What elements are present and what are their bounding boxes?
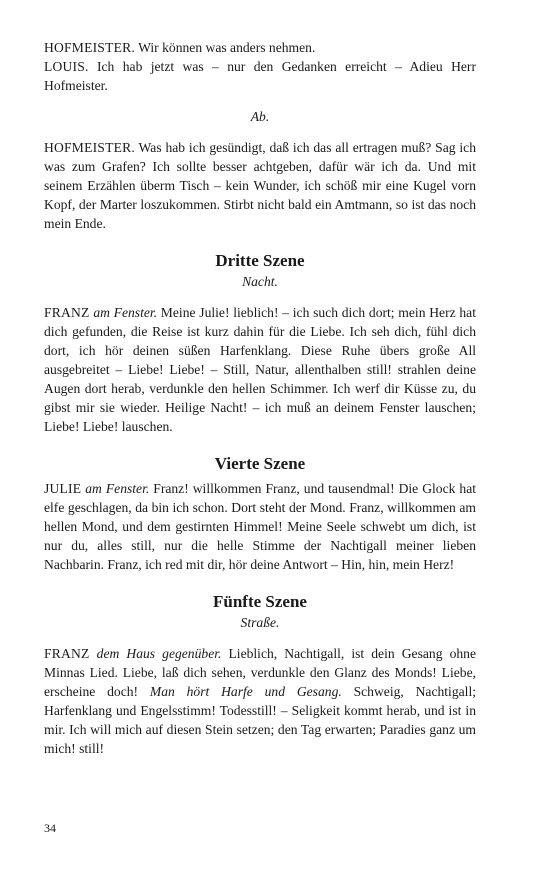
dialogue-text: Ich hab jetzt was – nur den Gedanken erreicht – Adieu Herr Hofmeister. <box>44 59 476 93</box>
scene-setting-5: Straße. <box>240 615 280 630</box>
stage-direction: am Fenster. <box>85 481 150 496</box>
dialogue-hofmeister-2 <box>44 138 476 233</box>
speaker-name: HOFMEISTER. <box>44 140 135 155</box>
dialogue-julie <box>44 479 476 574</box>
stage-direction: Man hört Harfe und Gesang. <box>149 684 342 699</box>
dialogue-text: Lieblich, Nachtigall, ist dein Gesang ohne Minnas Lied. Liebe, laß dich sehen, verdunkle den Glanz des Monds! Liebe, erscheine doch! <box>44 646 476 699</box>
speaker-name: JULIE <box>44 481 82 496</box>
dialogue-hofmeister-1 <box>44 38 476 57</box>
stage-direction: am Fenster. <box>93 305 158 320</box>
dialogue-text: Wir können was anders nehmen. <box>134 40 316 55</box>
dialogue-text: Meine Julie! lieblich! – ich such dich dort; mein Herz hat dich gefunden, die Reise ist kurz dahin für die Liebe. Ich seh dich, fühl dich dort, ich hör deinen süßen Harfenklang. Diese Ruhe übers große All ausgebreitet – Liebe! Liebe! – Still, Natur, allenthalben still! strahlen deine Augen dort herab, verdunkle den hellen Schimmer. Ich werf dir Küsse zu, du gibst mir sie wieder. Heilige Nacht! – ich muß an deinem Fenster lauschen; Liebe! Liebe! lauschen. <box>44 305 476 434</box>
dialogue-text: Schweig, Nachtigall; Harfenklang und Engelsstimm! Todesstill! – Seligkeit kommt herab, und ist in mir. Ich will mich auf diesen Stein setzen; den Tag erwarten; Paradies ganz um mich! still! <box>44 684 476 756</box>
dialogue-franz-2 <box>44 644 476 758</box>
page-body <box>44 38 476 758</box>
scene-heading-4: Vierte Szene <box>214 454 306 473</box>
dialogue-text: Franz! willkommen Franz, und tausendmal! Die Glock hat elfe geschlagen, da bin ich schon. Dort steht der Mond. Franz, willkommen am hellen Mond, und dem gestirnten Himmel! Meine Seele schwebt um dich, ist nur du, alles still, nur die helle Stimme der Nachtigall meiner lieben Nachbarin. Franz, ich red mit dir, hör deine Antwort – Hin, hin, mein Herz! <box>44 481 477 572</box>
speaker-name: LOUIS. <box>44 59 89 74</box>
dialogue-louis <box>44 57 476 95</box>
speaker-name: FRANZ <box>44 305 90 320</box>
dialogue-text: Was hab ich gesündigt, daß ich das all ertragen muß? Sag ich was zum Grafen? Ich sollte besser achtgeben, dafür wär ich da. Und mit seinem Erzählen überm Tisch – kein Wunder, ich schöß mir eine Kugel vorn Kopf, der Marter loszukommen. Stirbt nicht bald ein Amtmann, so ist das noch mein Ende. <box>44 140 476 231</box>
page-number: 34 <box>44 821 56 835</box>
scene-setting-3: Nacht. <box>242 274 278 289</box>
stage-direction-exit: Ab. <box>250 109 270 124</box>
dialogue-franz-1 <box>44 303 476 436</box>
speaker-name: FRANZ <box>44 646 90 661</box>
stage-direction: dem Haus gegenüber. <box>96 646 222 661</box>
scene-heading-3: Dritte Szene <box>215 251 305 270</box>
speaker-name: HOFMEISTER. <box>44 40 135 55</box>
scene-heading-5: Fünfte Szene <box>213 592 307 611</box>
